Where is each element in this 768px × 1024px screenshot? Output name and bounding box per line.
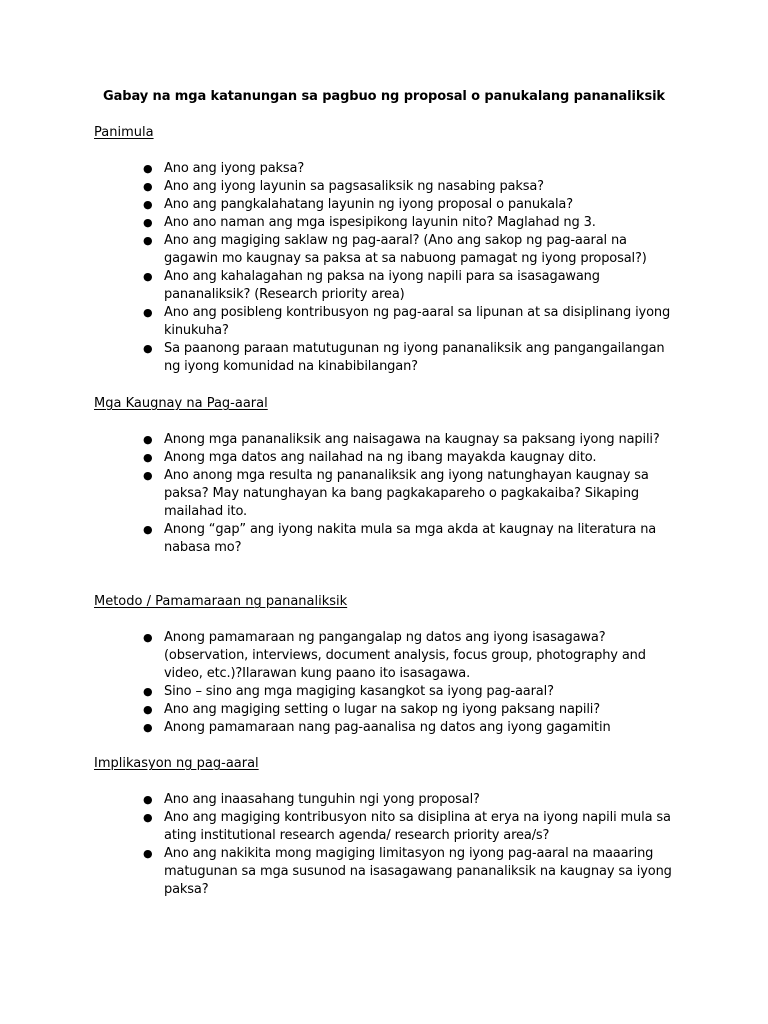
bullet-icon: ●	[143, 811, 153, 824]
bullet-icon: ●	[143, 631, 153, 644]
bullet-icon: ●	[143, 216, 153, 229]
bullet-icon: ●	[143, 180, 153, 193]
bullet-list-kaugnay	[0, 431, 768, 557]
bullet-icon: ●	[143, 451, 153, 464]
section-heading-kaugnay: Mga Kaugnay na Pag-aaral	[94, 396, 268, 411]
list-item	[0, 809, 768, 845]
list-item	[0, 196, 768, 214]
bullet-icon: ●	[143, 523, 153, 536]
bullet-icon: ●	[143, 793, 153, 806]
list-item-text: Ano ang magiging kontribusyon nito sa disiplina at erya na iyong napili mula sa ating institutional research agenda/ research priority area/s?	[164, 810, 671, 843]
bullet-icon: ●	[143, 469, 153, 482]
section-heading-implikasyon: Implikasyon ng pag-aaral	[94, 756, 259, 771]
bullet-icon: ●	[143, 847, 153, 860]
list-item-text: Ano ang kahalagahan ng paksa na iyong napili para sa isasagawang pananaliksik? (Research priority area)	[164, 269, 600, 302]
bullet-icon: ●	[143, 703, 153, 716]
list-item	[0, 214, 768, 232]
bullet-icon: ●	[143, 270, 153, 283]
list-item	[0, 160, 768, 178]
bullet-icon: ●	[143, 162, 153, 175]
list-item	[0, 701, 768, 719]
list-item-text: Anong pamamaraan nang pag-aanalisa ng datos ang iyong gagamitin	[164, 720, 611, 735]
list-item	[0, 178, 768, 196]
list-item	[0, 340, 768, 376]
list-item	[0, 845, 768, 899]
bullet-icon: ●	[143, 306, 153, 319]
list-item	[0, 629, 768, 683]
list-item-text: Ano ang inaasahang tunguhin ngi yong proposal?	[164, 792, 480, 807]
list-item-text: Ano ang magiging setting o lugar na sakop ng iyong paksang napili?	[164, 702, 601, 717]
list-item-text: Ano ano naman ang mga ispesipikong layunin nito? Maglahad ng 3.	[164, 215, 596, 230]
document-title: Gabay na mga katanungan sa pagbuo ng proposal o panukalang pananaliksik	[103, 89, 665, 104]
list-item-text: Sino – sino ang mga magiging kasangkot sa iyong pag-aaral?	[164, 684, 554, 699]
list-item	[0, 232, 768, 268]
bullet-icon: ●	[143, 685, 153, 698]
list-item-text: Anong pamamaraan ng pangangalap ng datos ang iyong isasagawa? (observation, interviews, document analysis, focus group, photography and video, etc.)?Ilarawan kung paano ito isasagawa.	[164, 630, 646, 681]
list-item-text: Ano anong mga resulta ng pananaliksik ang iyong natunghayan kaugnay sa paksa? May natunghayan ka bang pagkakapareho o pagkakaiba? Sikaping mailahad ito.	[164, 468, 649, 519]
bullet-list-metodo	[0, 629, 768, 737]
list-item-text: Sa paanong paraan matutugunan ng iyong pananaliksik ang pangangailangan ng iyong komunidad na kinabibilangan?	[164, 341, 665, 374]
list-item-text: Ano ang magiging saklaw ng pag-aaral? (Ano ang sakop ng pag-aaral na gagawin mo kaugnay sa paksa at sa nabuong pamagat ng iyong proposal?)	[164, 233, 647, 266]
list-item-text: Ano ang posibleng kontribusyon ng pag-aaral sa lipunan at sa disiplinang iyong kinukuha?	[164, 305, 671, 338]
list-item-text: Anong mga pananaliksik ang naisagawa na kaugnay sa paksang iyong napili?	[164, 432, 660, 447]
bullet-icon: ●	[143, 198, 153, 211]
bullet-icon: ●	[143, 433, 153, 446]
list-item	[0, 467, 768, 521]
section-heading-metodo: Metodo / Pamamaraan ng pananaliksik	[94, 594, 348, 609]
list-item-text: Anong “gap” ang iyong nakita mula sa mga akda at kaugnay na literatura na nabasa mo?	[164, 522, 657, 555]
list-item	[0, 521, 768, 557]
list-item	[0, 449, 768, 467]
section-heading-panimula: Panimula	[94, 125, 154, 140]
list-item	[0, 683, 768, 701]
list-item	[0, 719, 768, 737]
list-item-text: Ano ang iyong layunin sa pagsasaliksik ng nasabing paksa?	[164, 179, 544, 194]
list-item	[0, 268, 768, 304]
bullet-list-implikasyon	[0, 791, 768, 899]
bullet-icon: ●	[143, 721, 153, 734]
bullet-icon: ●	[143, 342, 153, 355]
list-item-text: Ano ang nakikita mong magiging limitasyon ng iyong pag-aaral na maaaring matugunan sa mga susunod na isasagawang pananaliksik na kaugnay sa iyong paksa?	[164, 846, 672, 897]
list-item-text: Ano ang iyong paksa?	[164, 161, 305, 176]
list-item-text: Ano ang pangkalahatang layunin ng iyong proposal o panukala?	[164, 197, 573, 212]
list-item	[0, 304, 768, 340]
list-item	[0, 431, 768, 449]
list-item	[0, 791, 768, 809]
list-item-text: Anong mga datos ang nailahad na ng ibang mayakda kaugnay dito.	[164, 450, 597, 465]
bullet-icon: ●	[143, 234, 153, 247]
bullet-list-panimula	[0, 160, 768, 376]
